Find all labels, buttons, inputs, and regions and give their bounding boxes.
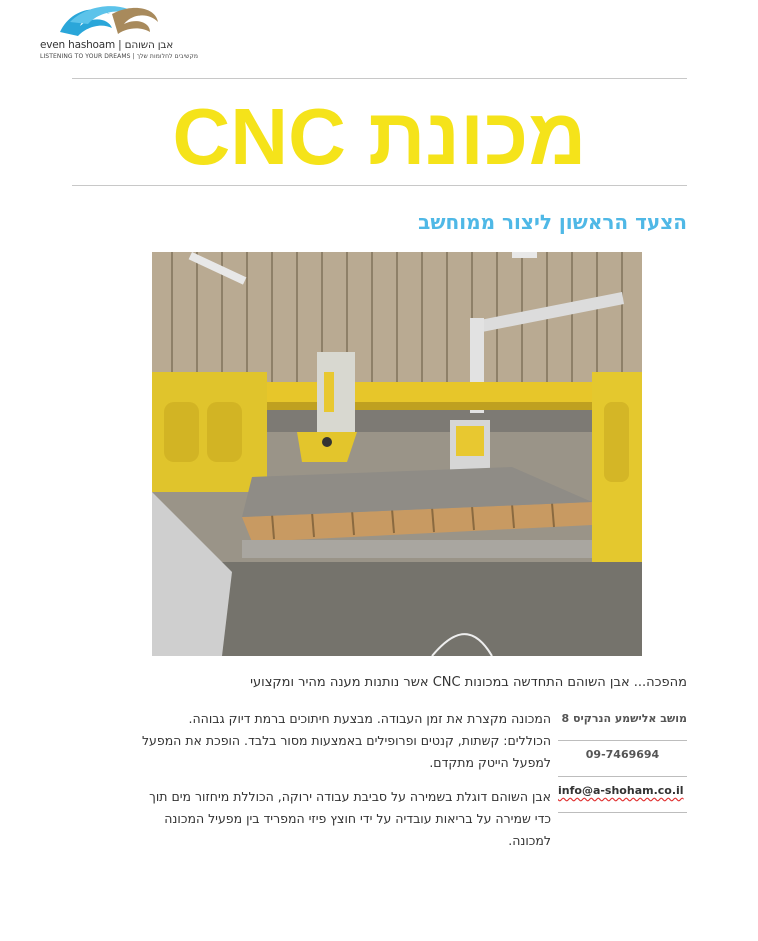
company-logo[interactable]	[40, 2, 200, 66]
paragraph-1-line: למפעל הייטק מתקדם.	[429, 755, 551, 770]
contact-phone[interactable]	[558, 741, 687, 777]
paragraph-2	[121, 786, 551, 852]
intro-text: מהפכה... אבן השוהם התחדשה במכונות CNC אשר נותנות מענה מהיר ומקצועי	[250, 675, 687, 690]
paragraph-2-line: אבן השוהם דוגלת בשמירה על סביבת עבודה ירוקה, הכוללת מיחזור מים תוך	[149, 789, 551, 804]
wave-logo-icon	[40, 2, 200, 40]
title-divider	[72, 185, 687, 186]
contact-sidebar	[558, 705, 687, 813]
phone-text[interactable]: 09-7469694	[585, 748, 660, 761]
body-text	[121, 708, 551, 864]
page-subtitle: הצעד הראשון ליצור ממוחשב	[418, 210, 687, 234]
contact-email[interactable]	[558, 777, 687, 813]
contact-address	[558, 705, 687, 741]
logo-name: even hashoam | אבן השוהם	[40, 39, 174, 51]
paragraph-2-line: למכונה.	[508, 833, 551, 848]
cnc-machine-photo	[152, 252, 642, 656]
paragraph-2-line: כדי שמירה על בריאות עובדיה על ידי חוצץ פיזי המפריד בין מפעיל המכונה	[164, 811, 551, 826]
page-title: מכונת CNC	[172, 92, 587, 181]
logo-tagline: LISTENING TO YOUR DREAMS | מקשיבים לחלומות שלך	[40, 53, 199, 60]
paragraph-1-line: הכוללים: קשתות, קנטים ופרופילים באמצעות מסור בלבד. הופכת את המפעל	[141, 733, 551, 748]
top-divider	[72, 78, 687, 79]
email-link[interactable]: info@a-shoham.co.il	[558, 784, 684, 797]
paragraph-1	[121, 708, 551, 774]
paragraph-1-line: המכונה מקצרת את זמן העבודה. מבצעת חיתוכים ברמת דיוק גבוהה.	[188, 711, 551, 726]
address-text: מושב אלישמע הנרקיס 8	[561, 712, 687, 725]
